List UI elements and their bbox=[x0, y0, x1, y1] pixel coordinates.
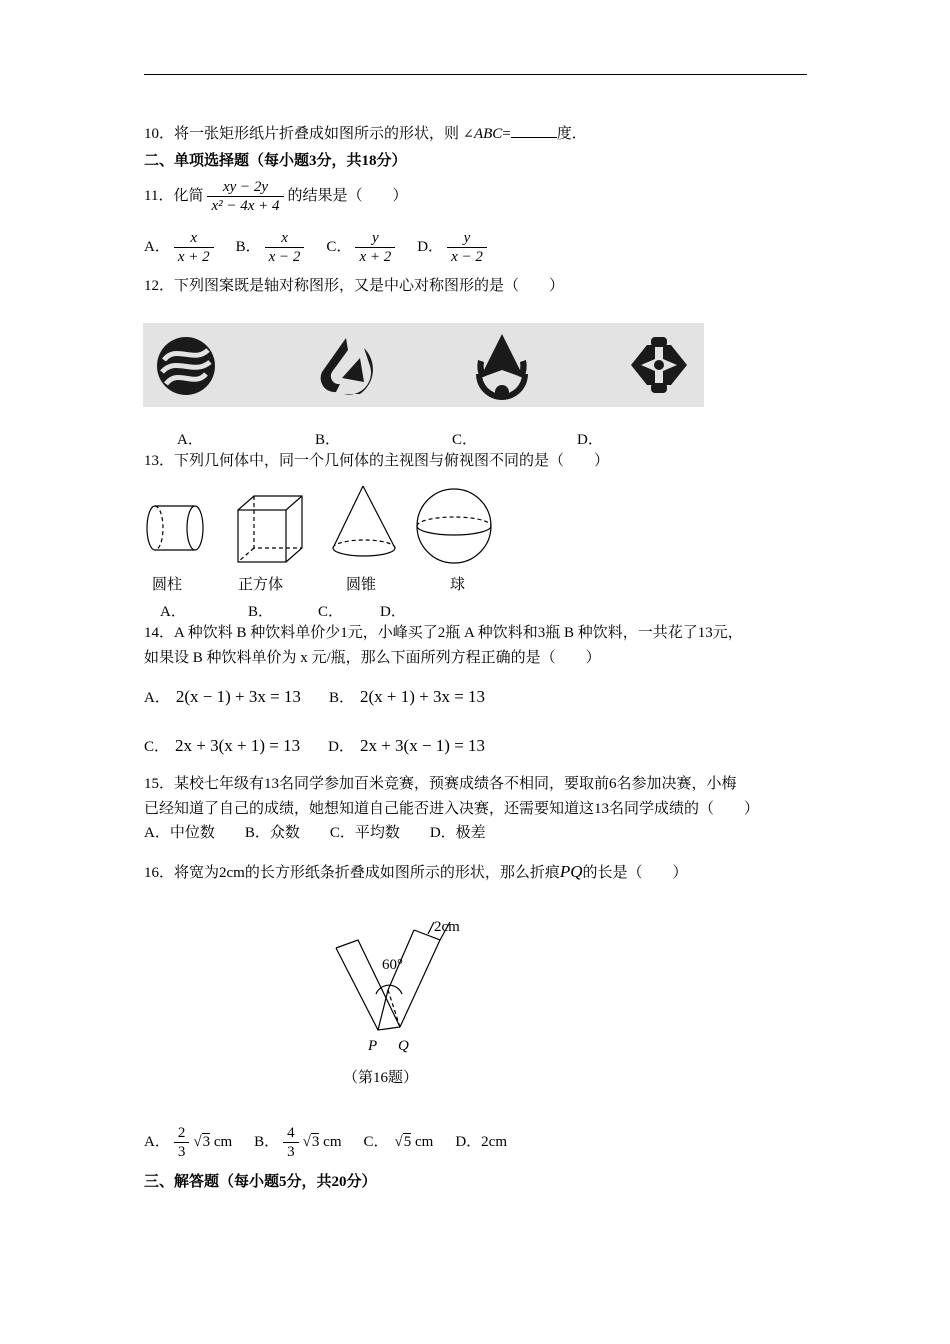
numerator: x bbox=[190, 230, 198, 246]
cylinder-icon bbox=[147, 506, 203, 550]
q11-denominator: x² − 4x + 4 bbox=[207, 196, 283, 215]
q10-text: 将一张矩形纸片折叠成如图所示的形状，则 bbox=[174, 126, 460, 142]
q11-fraction bbox=[207, 178, 283, 215]
shape-label-cylinder: 圆柱 bbox=[152, 577, 183, 593]
numerator: y bbox=[463, 230, 471, 246]
q10-angle-name: ABC bbox=[473, 126, 503, 142]
q13-solids-figure bbox=[140, 484, 500, 566]
numerator: 4 bbox=[287, 1125, 295, 1141]
q12-option-b[interactable]: B． bbox=[315, 432, 341, 448]
sqrt-sign: √ bbox=[193, 1133, 202, 1150]
unit: cm bbox=[213, 1133, 233, 1150]
option-equation: 2(x + 1) + 3x = 13 bbox=[359, 687, 486, 706]
option-equation: 2(x − 1) + 3x = 13 bbox=[175, 687, 301, 706]
q15-line-1: 15．某校七年级有13名同学参加百米竞赛，预赛成绩各不相同，要取前6名参加决赛，小梅 bbox=[144, 776, 737, 792]
header-rule bbox=[144, 74, 807, 75]
option-value: 2cm bbox=[481, 1133, 507, 1150]
radicand: 5 bbox=[403, 1133, 412, 1150]
q14-option-d[interactable] bbox=[328, 736, 486, 755]
denominator: x + 2 bbox=[355, 247, 395, 266]
q14-options-row-1 bbox=[144, 687, 485, 708]
question-10 bbox=[144, 123, 587, 144]
q10-number: 10． bbox=[144, 126, 175, 142]
q11-option-d[interactable] bbox=[417, 230, 491, 265]
coefficient-fraction bbox=[174, 1124, 190, 1161]
question-12: 12．下列图案既是轴对称图形，又是中心对称图形的是（ ） bbox=[144, 278, 565, 294]
q12-option-a[interactable]: A． bbox=[177, 432, 203, 448]
q16-option-c[interactable] bbox=[363, 1134, 433, 1150]
q14-option-b[interactable] bbox=[328, 687, 486, 706]
option-label: B． bbox=[235, 238, 261, 255]
q13-option-b[interactable]: B． bbox=[248, 604, 274, 620]
q16-text: 16．将宽为2cm的长方形纸条折叠成如图所示的形状，那么折痕 bbox=[144, 865, 560, 881]
option-label: A． bbox=[144, 238, 170, 255]
q16-width-label: 2cm bbox=[434, 919, 460, 935]
q16-angle-label: 60° bbox=[382, 957, 403, 973]
question-13: 13．下列几何体中，同一个几何体的主视图与俯视图不同的是（ ） bbox=[144, 453, 610, 469]
numerator: x bbox=[281, 230, 288, 246]
option-fraction bbox=[355, 229, 395, 266]
option-fraction bbox=[265, 229, 305, 266]
q16-option-a[interactable] bbox=[144, 1125, 233, 1160]
section-2-title: 二、单项选择题（每小题3分，共18分） bbox=[144, 153, 407, 169]
q12-option-c[interactable]: C． bbox=[452, 432, 478, 448]
q15-line-2: 已经知道了自己的成绩，她想知道自己能否进入决赛，还需要知道这13名同学成绩的（ ） bbox=[144, 801, 760, 817]
logo-d-icon bbox=[631, 337, 687, 393]
q11-options bbox=[144, 229, 491, 266]
unit: cm bbox=[323, 1133, 342, 1150]
option-label: D． bbox=[455, 1133, 482, 1150]
option-label: B． bbox=[254, 1133, 280, 1150]
numerator: 2 bbox=[177, 1125, 186, 1141]
option-label: C． bbox=[144, 739, 170, 755]
q10-unit: 度． bbox=[556, 126, 587, 142]
q14-line-1: 14．A 种饮料 B 种饮料单价少1元，小峰买了2瓶 A 种饮料和3瓶 B 种饮料，一共花了13元， bbox=[144, 625, 743, 641]
radicand: 3 bbox=[311, 1133, 320, 1150]
denominator: x + 2 bbox=[174, 247, 214, 266]
q16-point-p: P bbox=[368, 1038, 378, 1054]
sqrt-sign: √ bbox=[302, 1133, 311, 1150]
denominator: x − 2 bbox=[447, 247, 487, 266]
q11-text: 化简 bbox=[173, 187, 204, 204]
option-fraction bbox=[447, 229, 487, 266]
option-equation: 2x + 3(x + 1) = 13 bbox=[175, 736, 301, 755]
q10-equals: = bbox=[502, 126, 511, 142]
option-label: A． bbox=[144, 690, 170, 706]
q12-option-d[interactable]: D． bbox=[577, 432, 603, 448]
shape-label-cube: 正方体 bbox=[238, 577, 284, 593]
radicand: 3 bbox=[202, 1133, 211, 1150]
q16-options bbox=[144, 1124, 507, 1161]
option-label: C． bbox=[363, 1133, 389, 1150]
q14-line-2: 如果设 B 种饮料单价为 x 元/瓶，那么下面所列方程正确的是（ ） bbox=[144, 650, 601, 666]
logo-a-icon bbox=[157, 337, 215, 395]
answer-blank[interactable] bbox=[511, 123, 557, 138]
question-16 bbox=[144, 862, 688, 883]
q16-caption: （第16题） bbox=[343, 1070, 419, 1086]
unit: cm bbox=[414, 1133, 434, 1150]
option-fraction bbox=[174, 229, 214, 266]
cone-icon bbox=[333, 486, 395, 556]
q14-option-c[interactable] bbox=[144, 736, 301, 755]
option-label: D． bbox=[417, 238, 444, 255]
q16-option-d[interactable] bbox=[455, 1134, 507, 1150]
denominator: 3 bbox=[174, 1142, 190, 1161]
q13-option-c[interactable]: C． bbox=[318, 604, 344, 620]
logo-c-icon bbox=[476, 334, 528, 400]
option-equation: 2x + 3(x − 1) = 13 bbox=[359, 736, 486, 755]
q15-options[interactable]: A．中位数 B．众数 C．平均数 D．极差 bbox=[144, 825, 486, 841]
q14-options-row-2 bbox=[144, 736, 485, 757]
sqrt-sign: √ bbox=[394, 1133, 403, 1150]
option-label: A． bbox=[144, 1133, 170, 1150]
q11-option-c[interactable] bbox=[326, 230, 399, 265]
q16-option-b[interactable] bbox=[254, 1125, 342, 1160]
option-label: B． bbox=[328, 690, 354, 706]
q11-option-b[interactable] bbox=[235, 230, 309, 265]
q14-option-a[interactable] bbox=[144, 687, 301, 706]
q12-logo-strip bbox=[143, 323, 704, 407]
option-label: D． bbox=[328, 739, 354, 755]
q11-text-tail: 的结果是（ ） bbox=[287, 187, 408, 204]
q13-option-d[interactable]: D． bbox=[380, 604, 406, 620]
numerator: y bbox=[371, 230, 379, 246]
denominator: 3 bbox=[283, 1142, 299, 1161]
denominator: x − 2 bbox=[265, 247, 305, 266]
q16-crease-name: PQ bbox=[559, 862, 583, 881]
shape-label-sphere: 球 bbox=[450, 577, 466, 593]
q13-option-a[interactable]: A． bbox=[160, 604, 186, 620]
q11-numerator: xy − 2y bbox=[222, 179, 269, 195]
shape-label-cone: 圆锥 bbox=[346, 577, 377, 593]
q11-option-a[interactable] bbox=[144, 230, 218, 265]
coefficient-fraction bbox=[283, 1124, 299, 1161]
sphere-icon bbox=[417, 489, 491, 563]
q16-point-q: Q bbox=[398, 1038, 409, 1054]
q11-number: 11． bbox=[144, 187, 174, 204]
section-3-title: 三、解答题（每小题5分，共20分） bbox=[144, 1174, 377, 1190]
option-label: C． bbox=[326, 238, 352, 255]
cube-icon bbox=[238, 496, 302, 562]
logo-b-icon bbox=[321, 338, 373, 395]
q16-text-tail: 的长是（ ） bbox=[582, 865, 688, 881]
question-11 bbox=[144, 178, 408, 215]
angle-symbol: ∠ bbox=[463, 126, 474, 141]
